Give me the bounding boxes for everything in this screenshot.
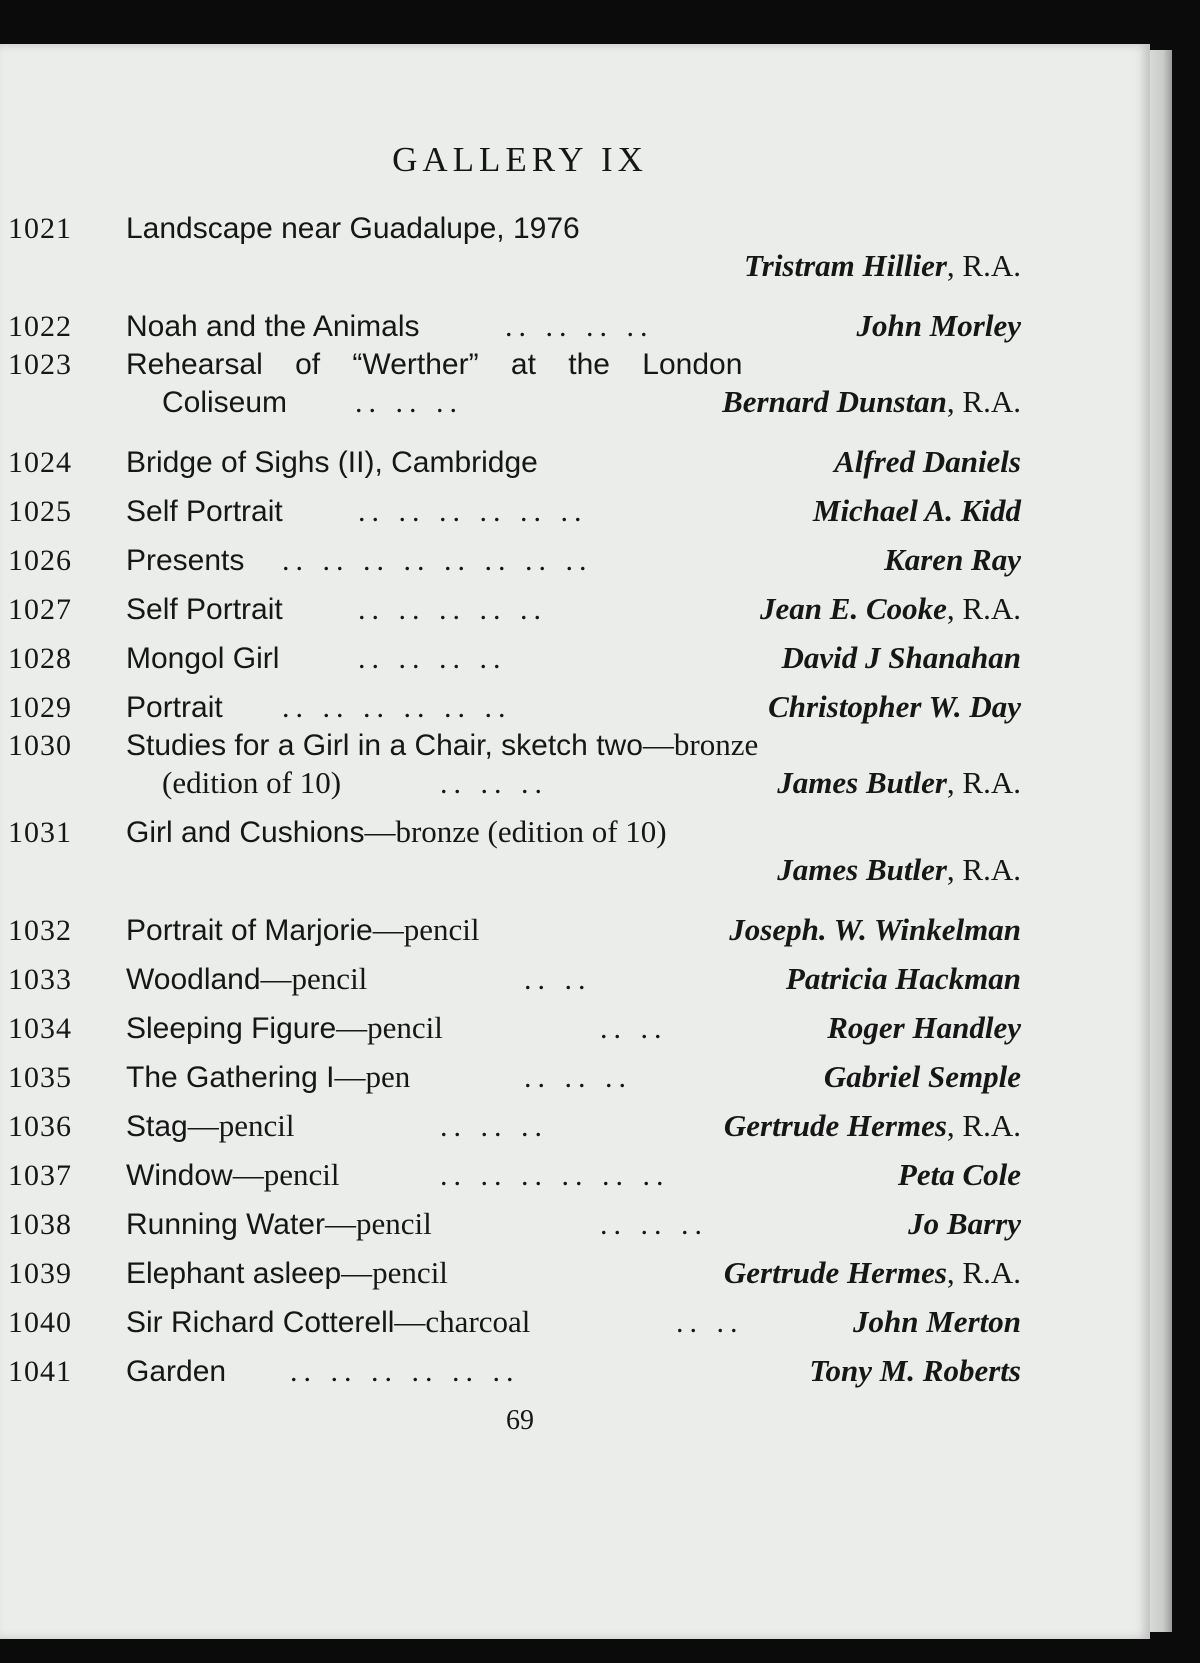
entry-number: 1028	[8, 642, 72, 675]
catalogue-entry	[0, 814, 1025, 896]
entry-title: Portrait	[126, 691, 223, 724]
entry-artist: Patricia Hackman	[785, 961, 1021, 996]
catalogue-entry	[0, 907, 1025, 956]
entry-number: 1031	[8, 816, 72, 849]
entry-number: 1034	[8, 1012, 72, 1045]
entry-medium: —pencil	[232, 1157, 340, 1192]
catalogue-entry	[0, 488, 1025, 537]
page-edge	[1150, 50, 1172, 1632]
entry-artist: Gertrude Hermes, R.A.	[723, 1255, 1021, 1290]
entry-medium: —charcoal	[394, 1304, 531, 1339]
entry-number: 1022	[8, 310, 72, 343]
leader-dots: .. .. .. ..	[505, 310, 654, 343]
leader-dots: .. .. ..	[355, 386, 463, 419]
leader-dots: .. .. .. .. ..	[358, 593, 547, 626]
catalogue-entry	[0, 956, 1025, 1005]
entry-title-continued: Coliseum	[162, 386, 288, 419]
entry-artist: James Butler, R.A.	[777, 852, 1021, 887]
entry-artist: Bernard Dunstan, R.A.	[722, 384, 1021, 419]
entry-title: The Gathering I—pen	[126, 1059, 411, 1094]
entry-number: 1032	[8, 914, 72, 947]
entry-artist: John Morley	[856, 308, 1021, 343]
page-number: 69	[506, 1405, 534, 1436]
leader-dots: .. .. .. ..	[358, 642, 507, 675]
leader-dots: .. ..	[524, 963, 592, 996]
entry-medium: —pencil	[372, 912, 480, 947]
entry-title: Running Water—pencil	[126, 1206, 432, 1241]
leader-dots: .. .. ..	[440, 767, 548, 800]
catalogue-entry	[0, 348, 1025, 428]
entry-number: 1033	[8, 963, 72, 996]
entry-title: Noah and the Animals	[126, 310, 420, 343]
leader-dots: .. ..	[600, 1012, 668, 1045]
entry-number: 1026	[8, 544, 72, 577]
entry-medium: —pencil	[187, 1108, 295, 1143]
entry-medium: —pencil	[336, 1010, 443, 1045]
entry-title: Self Portrait	[126, 495, 283, 528]
entry-title: Garden	[126, 1355, 227, 1388]
entry-artist: James Butler, R.A.	[777, 765, 1021, 800]
leader-dots: .. .. .. .. .. ..	[440, 1159, 670, 1192]
entry-title: Mongol Girl	[126, 642, 280, 675]
entry-artist: Joseph. W. Winkelman	[729, 912, 1021, 947]
entry-title: Landscape near Guadalupe, 1976	[126, 212, 580, 245]
entry-medium: —pencil	[341, 1255, 448, 1290]
entry-number: 1040	[8, 1306, 72, 1339]
catalogue-entry	[0, 727, 1025, 809]
leader-dots: .. .. .. .. .. .. .. ..	[282, 544, 593, 577]
entry-artist: John Merton	[853, 1304, 1021, 1339]
entry-title: Presents	[126, 544, 245, 577]
catalogue-entry	[0, 1250, 1025, 1299]
entry-number: 1021	[8, 212, 72, 245]
entry-medium: —bronze (edition of 10)	[364, 814, 667, 849]
entry-title: Elephant asleep—pencil	[126, 1255, 448, 1290]
entry-title: Rehearsal of “Werther” at the London	[126, 348, 743, 381]
leader-dots: .. .. .. .. .. ..	[290, 1355, 520, 1388]
catalogue-entry	[0, 212, 1025, 292]
entry-number: 1029	[8, 691, 72, 724]
catalogue-entry	[0, 537, 1025, 586]
catalogue-entry	[0, 1005, 1025, 1054]
entry-artist: Gertrude Hermes, R.A.	[723, 1108, 1021, 1143]
leader-dots: .. ..	[676, 1306, 744, 1339]
entry-title: Bridge of Sighs (II), Cambridge	[126, 446, 538, 479]
catalogue-entry	[0, 1348, 1025, 1397]
leader-dots: .. .. ..	[524, 1061, 632, 1094]
entry-artist: Tristram Hillier, R.A.	[743, 248, 1021, 283]
entry-number: 1035	[8, 1061, 72, 1094]
catalogue-entry	[0, 684, 1025, 733]
entry-medium: —pencil	[260, 961, 368, 996]
entry-title: Sleeping Figure—pencil	[126, 1010, 443, 1045]
entry-artist: Gabriel Semple	[823, 1059, 1021, 1094]
entry-number: 1027	[8, 593, 72, 626]
catalogue-entry	[0, 1201, 1025, 1250]
entry-artist: David J Shanahan	[781, 640, 1021, 675]
catalogue-entry	[0, 586, 1025, 635]
entry-artist: Michael A. Kidd	[812, 493, 1021, 528]
entry-medium: —pencil	[324, 1206, 432, 1241]
entry-medium: —pen	[334, 1059, 411, 1094]
entry-title: Girl and Cushions—bronze (edition of 10)	[126, 814, 667, 849]
catalogue-entry	[0, 635, 1025, 684]
entry-artist: Jo Barry	[908, 1206, 1021, 1241]
catalogue-entry	[0, 1299, 1025, 1348]
catalogue-entry	[0, 303, 1025, 352]
entry-medium: —bronze	[642, 727, 759, 762]
entry-title: Stag—pencil	[126, 1108, 295, 1143]
entry-number: 1041	[8, 1355, 72, 1388]
catalogue-entry	[0, 1152, 1025, 1201]
entry-number: 1030	[8, 729, 72, 762]
entry-title: Sir Richard Cotterell—charcoal	[126, 1304, 531, 1339]
gallery-heading: GALLERY IX	[392, 140, 648, 179]
entry-title-continued: (edition of 10)	[162, 765, 342, 800]
leader-dots: .. .. .. .. .. ..	[358, 495, 588, 528]
catalogue-entry	[0, 1054, 1025, 1103]
entry-artist: Jean E. Cooke, R.A.	[760, 591, 1021, 626]
entry-artist: Tony M. Roberts	[809, 1353, 1021, 1388]
entry-number: 1038	[8, 1208, 72, 1241]
entry-number: 1036	[8, 1110, 72, 1143]
catalogue-entry	[0, 439, 1025, 488]
entry-artist: Karen Ray	[884, 542, 1021, 577]
entry-artist: Alfred Daniels	[834, 444, 1021, 479]
leader-dots: .. .. .. .. .. ..	[282, 691, 512, 724]
entry-artist: Roger Handley	[827, 1010, 1021, 1045]
leader-dots: .. .. ..	[600, 1208, 708, 1241]
entry-number: 1025	[8, 495, 72, 528]
entry-title: Portrait of Marjorie—pencil	[126, 912, 480, 947]
entry-number: 1039	[8, 1257, 72, 1290]
entry-number: 1024	[8, 446, 72, 479]
entry-artist: Christopher W. Day	[768, 689, 1021, 724]
entry-title: Woodland—pencil	[126, 961, 368, 996]
catalogue-entry	[0, 1103, 1025, 1152]
entry-artist: Peta Cole	[897, 1157, 1021, 1192]
entry-number: 1037	[8, 1159, 72, 1192]
entry-number: 1023	[8, 348, 72, 381]
entry-title: Window—pencil	[126, 1157, 340, 1192]
entry-title: Studies for a Girl in a Chair, sketch two—bronze	[126, 727, 759, 762]
catalogue-entries	[0, 212, 1025, 1397]
leader-dots: .. .. ..	[440, 1110, 548, 1143]
entry-title: Self Portrait	[126, 593, 283, 626]
